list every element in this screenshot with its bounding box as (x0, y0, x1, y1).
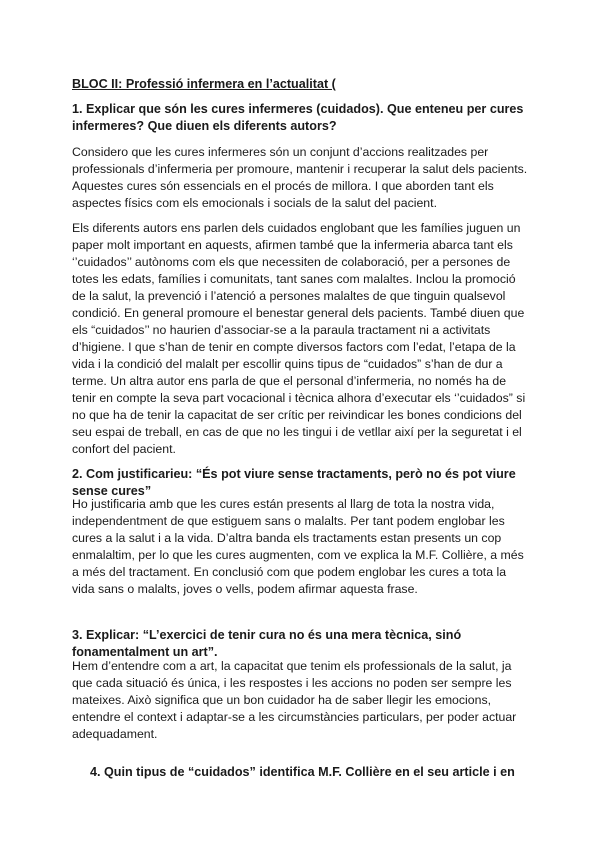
question-2-answer: Ho justificaria amb que les cures están presents al llarg de tota la nostra vida, independentment de que estiguem sans o malalts. Per tant podem englobar les cures a la salut i a la vida. D’altra banda els tractaments estan presents un cop enmalaltim, per lo que les cures augmenten, com ve explica la M.F. Collière, a més a més del tractament. En conclusió com que podem englobar les cures a tota la vida sans o malalts, joves o vells, podem afirmar aquesta frase. (72, 497, 524, 596)
question-1-answer-intro-block (72, 144, 530, 212)
question-3-heading-block (72, 627, 530, 661)
question-1-answer-intro: Considero que les cures infermeres són un conjunt d’accions realitzades per professionals d’infermeria per promoure, mantenir i recuperar la salut dels pacients. Aquestes cures són essencials en el procés de millora. I que aborden tant els aspectes físics com els emocionals i socials de la salut del pacient. (72, 145, 528, 210)
document-title-block (72, 76, 530, 93)
question-3-answer: Hem d’entendre com a art, la capacitat que tenim els professionals de la salut, ja que cada situació és única, i les respostes i les accions no poden ser sempre les mateixes. Això significa que un bon cuidador ha de saber llegir les emocions, entendre el context i adaptar-se a les circumstàncies particulars, per poder actuar adequadament. (72, 659, 517, 741)
question-2-answer-block (72, 496, 530, 598)
document-title: BLOC II: Professió infermera en l’actualitat ( (72, 77, 336, 91)
question-3-answer-block (72, 658, 530, 743)
question-3-heading: 3. Explicar: “L’exercici de tenir cura no és una mera tècnica, sinó fonamentalment un art”. (72, 628, 462, 659)
question-1-answer-authors: Els diferents autors ens parlen dels cuidados englobant que les famílies juguen un paper molt important en aquests, afirmen també que la infermeria abarca tant els ‘’cuidados’’ autònoms com els que necessiten de colaboració, per a persones de totes les edats, famílies i comunitats, tant sanes com malaltes. Inclou la promoció de la salut, la prevenció i l’atenció a persones malaltes de que tinguin qualsevol condició. En general promoure el benestar general dels pacients. També diuen que els “cuidados’’ no haurien d’associar-se a la paraula tractament ni a activitats d’higiene. I que s’han de tenir en compte diversos factors com l’edat, l’etapa de la vida i la condició del malalt per escollir quins tipus de “cuidados” s’han de dur a terme. Un altra autor ens parla de que el personal d’infermeria, no només ha de tenir en compte la seva part vocacional i tècnica alhora d’executar els ‘’cuidados” si no que ha de tenir la capacitat de ser crític per reivindicar les bones condicions del seu espai de treball, en cas de que no les tingui i de vetllar així per la seguretat i el confort del pacient. (72, 221, 526, 456)
question-1-answer-authors-block (72, 220, 530, 458)
question-2-heading: 2. Com justificarieu: “És pot viure sense tractaments, però no és pot viure sense cures” (72, 467, 516, 498)
question-2-heading-block (72, 466, 530, 500)
question-4-heading: 4. Quin tipus de “cuidados” identifica M.F. Collière en el seu article i en (90, 765, 515, 779)
question-1-heading-block (72, 101, 530, 135)
question-4-heading-block (72, 764, 530, 781)
question-1-heading: 1. Explicar que són les cures infermeres (cuidados). Que enteneu per cures infermeres? Que diuen els diferents autors? (72, 102, 524, 133)
